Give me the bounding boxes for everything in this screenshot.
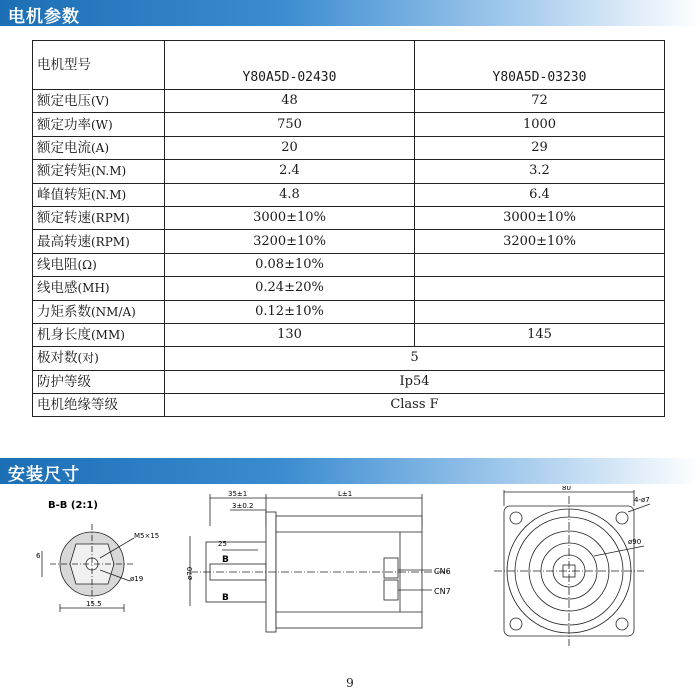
dim-flange-label: 35±1 [228,490,248,498]
value-a: 4.8 [165,183,415,206]
table-header-row [33,41,665,90]
section-header-install-dims [0,458,700,484]
row-label: 线电阻(Ω) [33,253,165,276]
merged-value: 5 [165,347,665,370]
value-b: 29 [415,136,665,159]
dim-holes-label: 4-ø7 [634,496,650,504]
page-number: 9 [346,676,354,690]
value-b: 3.2 [415,160,665,183]
table-row-merged [33,370,665,393]
section-mark-bottom: B [222,593,229,603]
section-header-motor-params [0,0,700,26]
table-row [33,277,665,300]
merged-value: Ip54 [165,370,665,393]
row-label: 最高转速(RPM) [33,230,165,253]
front-view-drawing [484,486,664,656]
value-a: 750 [165,113,415,136]
value-a: 130 [165,323,415,346]
section-view-title: B-B (2:1) [48,500,98,511]
motor-spec-table [32,40,665,417]
model-b: Y80A5D-03230 [415,41,665,90]
connector-cn6-label: CN6 [434,567,451,576]
row-label: 额定电压(V) [33,90,165,113]
row-label: 额定功率(W) [33,113,165,136]
value-a: 48 [165,90,415,113]
value-b: 3200±10% [415,230,665,253]
table-row [33,90,665,113]
section-title: 电机参数 [8,7,80,27]
row-label: 线电感(MH) [33,277,165,300]
value-a: 3200±10% [165,230,415,253]
dim-hole-label: ø19 [130,575,144,583]
dim-boss-label: 3±0.2 [232,502,254,510]
value-b: 72 [415,90,665,113]
value-b [415,253,665,276]
value-b: 3000±10% [415,206,665,229]
table-row [33,136,665,159]
value-b: 6.4 [415,183,665,206]
dim-key-label: 6 [36,552,41,560]
row-label: 额定转矩(N.M) [33,160,165,183]
dim-dia-label: ø70 [186,566,194,580]
row-label: 电机绝缘等级 [33,394,165,417]
section-mark-top: B [222,555,229,565]
value-a: 20 [165,136,415,159]
dim-pcd-label: ø90 [628,538,642,546]
model-a: Y80A5D-02430 [165,41,415,90]
table-row [33,300,665,323]
dim-slot-label: M5×15 [134,532,160,540]
table-row [33,323,665,346]
section-view-drawing [30,486,160,626]
table-row [33,160,665,183]
dim-width-label: 15.5 [86,600,102,608]
value-b [415,277,665,300]
table-row [33,183,665,206]
dim-length-label: L±1 [338,490,353,498]
table-row [33,206,665,229]
value-a: 0.24±20% [165,277,415,300]
row-label: 力矩系数(NM/A) [33,300,165,323]
value-a: 3000±10% [165,206,415,229]
table-row [33,253,665,276]
connector-cn7-label: CN7 [434,587,451,596]
table-row-merged [33,394,665,417]
side-view-drawing [170,486,470,646]
value-b: 145 [415,323,665,346]
value-a: 0.12±10% [165,300,415,323]
row-label: 极对数(对) [33,347,165,370]
row-label: 额定电流(A) [33,136,165,159]
row-label: 峰值转矩(N.M) [33,183,165,206]
row-label: 机身长度(MM) [33,323,165,346]
dim-square-label: 80 [562,486,571,492]
section-title: 安装尺寸 [8,465,80,485]
table-row-merged [33,347,665,370]
header-label: 电机型号 [33,41,165,90]
table-row [33,230,665,253]
value-b: 1000 [415,113,665,136]
table-row [33,113,665,136]
row-label: 额定转速(RPM) [33,206,165,229]
row-label: 防护等级 [33,370,165,393]
value-b [415,300,665,323]
value-a: 2.4 [165,160,415,183]
dim-key-label: 25 [218,540,227,548]
merged-value: Class F [165,394,665,417]
value-a: 0.08±10% [165,253,415,276]
